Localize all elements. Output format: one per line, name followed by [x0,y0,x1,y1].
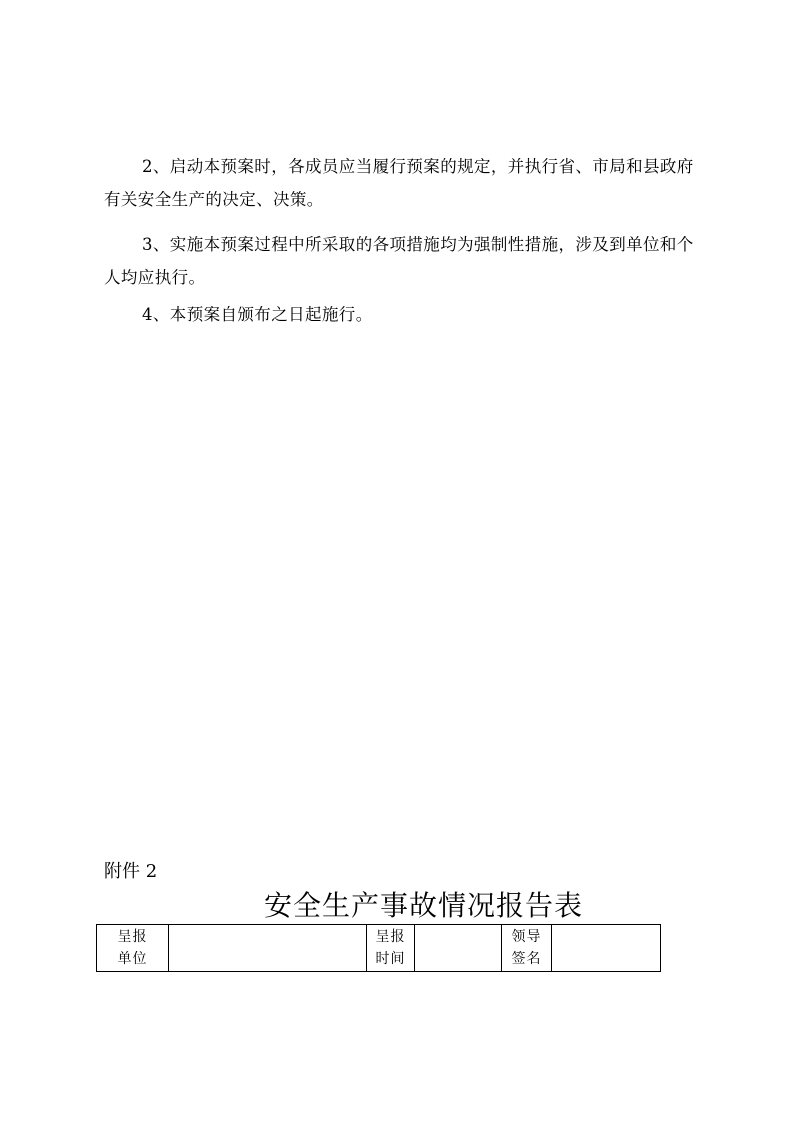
time-value-cell[interactable] [415,925,502,972]
report-table [96,924,661,972]
leader-label-line1: 领导 [511,929,542,945]
paragraph-4: 4、本预案自颁布之日起施行。 [142,305,373,324]
leader-signature-cell[interactable] [552,925,661,972]
paragraph-3: 3、实施本预案过程中所采取的各项措施均为强制性措施，涉及到单位和个人均应执行。 [104,235,694,287]
leader-label-cell [502,925,552,972]
time-label-cell [367,925,415,972]
unit-value-cell[interactable] [169,925,367,972]
paragraph-2: 2、启动本预案时，各成员应当履行预案的规定，并执行省、市局和县政府有关安全生产的决定、决策。 [104,157,694,209]
time-label-line1: 呈报 [375,929,406,945]
time-label-line2: 时间 [375,951,406,967]
table-row [97,925,661,972]
unit-label-cell [97,925,169,972]
unit-label-line1: 呈报 [117,929,148,945]
attachment-label: 附件 2 [104,861,158,882]
unit-label-line2: 单位 [117,951,148,967]
leader-label-line2: 签名 [511,951,542,967]
report-title: 安全生产事故情况报告表 [263,889,583,922]
